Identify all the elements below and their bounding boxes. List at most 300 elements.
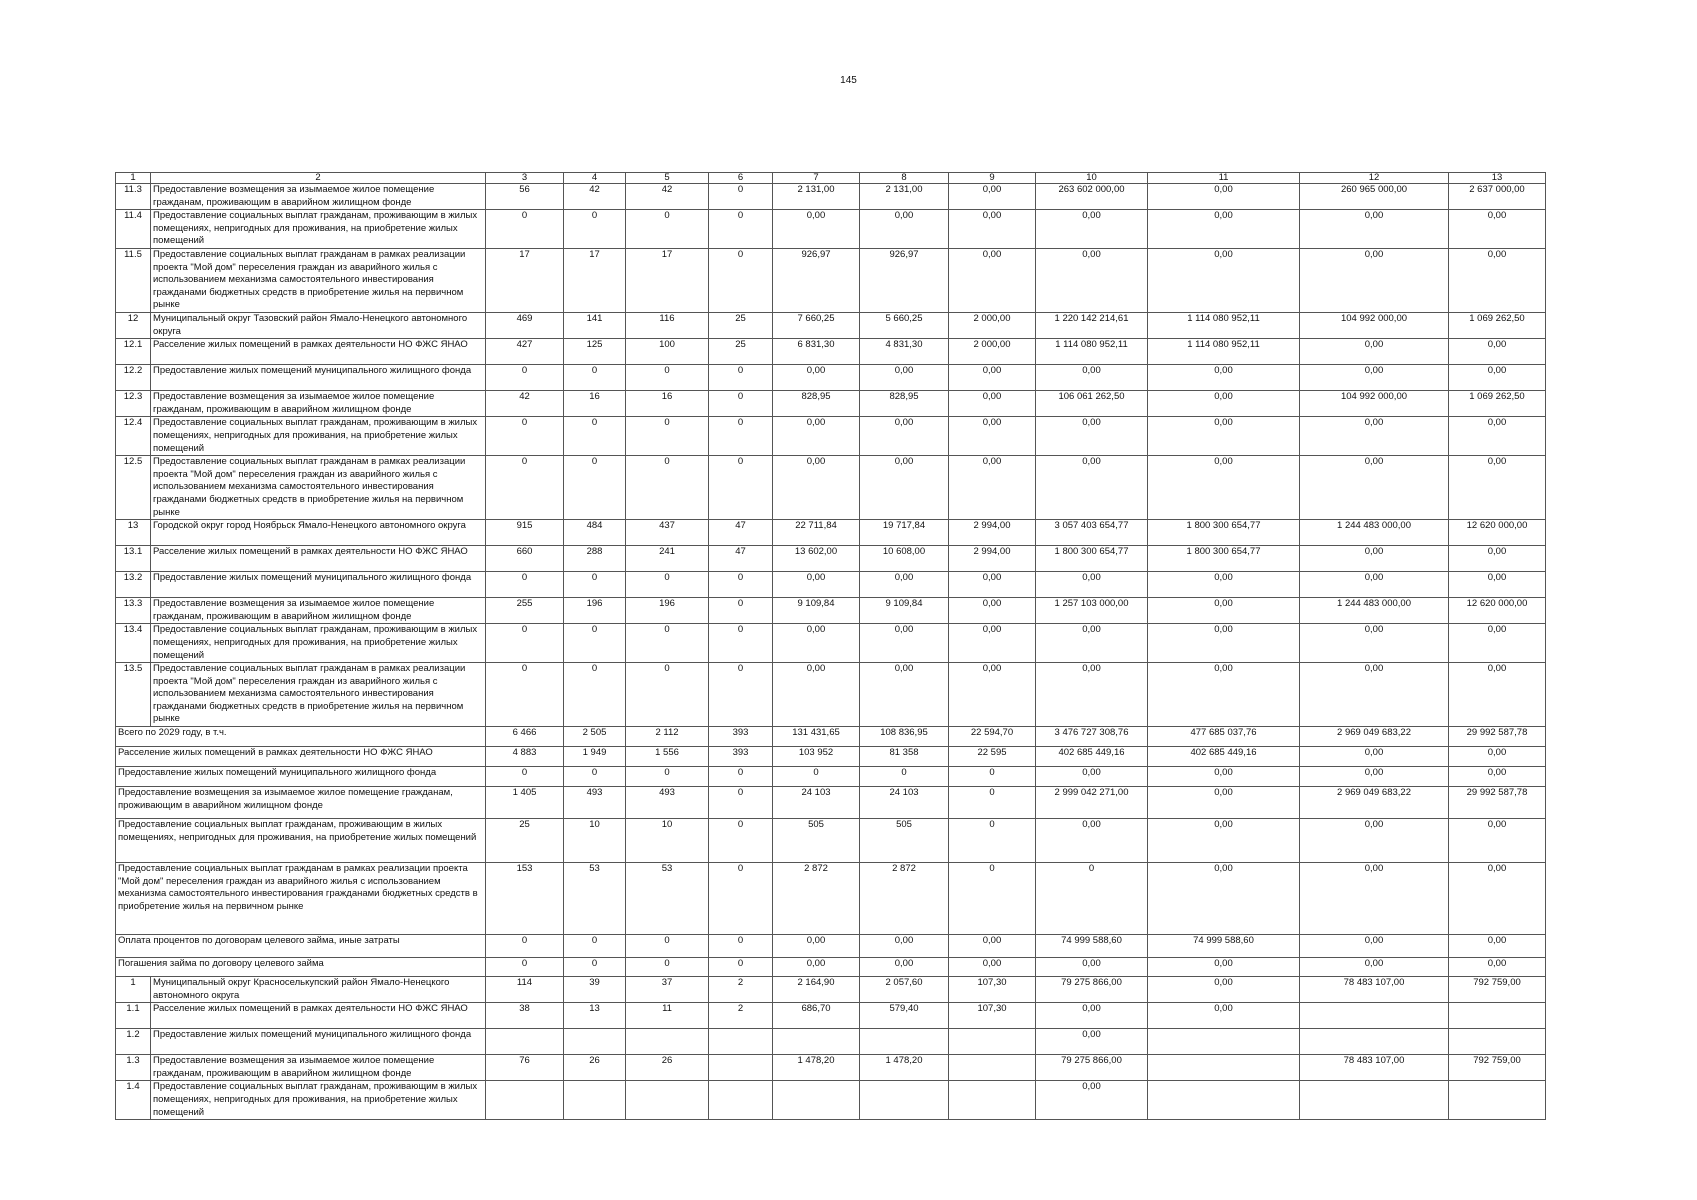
value-cell: 0,00 bbox=[1148, 624, 1300, 663]
row-number: 13.2 bbox=[116, 572, 151, 598]
row-description: Предоставление жилых помещений муниципального жилищного фонда bbox=[151, 1029, 486, 1055]
value-cell: 0,00 bbox=[949, 935, 1036, 958]
value-cell: 263 602 000,00 bbox=[1036, 184, 1148, 210]
value-cell bbox=[1300, 1081, 1449, 1120]
value-cell: 2 bbox=[709, 977, 773, 1003]
value-cell: 0 bbox=[564, 663, 626, 727]
value-cell: 0,00 bbox=[1148, 767, 1300, 787]
value-cell: 0,00 bbox=[1148, 663, 1300, 727]
value-cell: 0,00 bbox=[1449, 456, 1546, 520]
value-cell bbox=[709, 1055, 773, 1081]
value-cell: 0,00 bbox=[1449, 863, 1546, 935]
column-number: 11 bbox=[1148, 173, 1300, 184]
value-cell bbox=[486, 1029, 564, 1055]
value-cell: 260 965 000,00 bbox=[1300, 184, 1449, 210]
value-cell: 0,00 bbox=[1036, 365, 1148, 391]
value-cell: 0,00 bbox=[1148, 819, 1300, 863]
value-cell: 0,00 bbox=[1449, 365, 1546, 391]
value-cell: 0 bbox=[860, 767, 949, 787]
value-cell: 0 bbox=[626, 365, 709, 391]
value-cell: 0 bbox=[709, 819, 773, 863]
value-cell bbox=[1449, 1029, 1546, 1055]
row-description: Предоставление социальных выплат гражданам, проживающим в жилых помещениях, непригодных для проживания, на приобретение жилых помещений bbox=[151, 417, 486, 456]
table-row bbox=[116, 572, 1546, 598]
value-cell: 255 bbox=[486, 598, 564, 624]
value-cell: 0,00 bbox=[773, 417, 860, 456]
row-number: 1.4 bbox=[116, 1081, 151, 1120]
value-cell: 926,97 bbox=[860, 248, 949, 312]
value-cell: 81 358 bbox=[860, 747, 949, 767]
value-cell: 39 bbox=[564, 977, 626, 1003]
value-cell: 9 109,84 bbox=[773, 598, 860, 624]
value-cell: 792 759,00 bbox=[1449, 977, 1546, 1003]
value-cell: 0,00 bbox=[1036, 767, 1148, 787]
row-number: 1.1 bbox=[116, 1003, 151, 1029]
column-number: 7 bbox=[773, 173, 860, 184]
value-cell: 25 bbox=[709, 312, 773, 338]
row-number: 13.5 bbox=[116, 663, 151, 727]
value-cell: 0,00 bbox=[1036, 417, 1148, 456]
value-cell: 0 bbox=[564, 935, 626, 958]
value-cell: 1 244 483 000,00 bbox=[1300, 520, 1449, 546]
value-cell: 29 992 587,78 bbox=[1449, 787, 1546, 819]
value-cell: 1 405 bbox=[486, 787, 564, 819]
value-cell: 6 831,30 bbox=[773, 339, 860, 365]
table-row bbox=[116, 727, 1546, 747]
row-number: 12.3 bbox=[116, 391, 151, 417]
value-cell: 0,00 bbox=[1148, 977, 1300, 1003]
value-cell: 0,00 bbox=[949, 663, 1036, 727]
value-cell: 0,00 bbox=[1300, 747, 1449, 767]
value-cell: 0,00 bbox=[860, 572, 949, 598]
table-row bbox=[116, 747, 1546, 767]
value-cell: 0,00 bbox=[949, 210, 1036, 249]
value-cell: 79 275 866,00 bbox=[1036, 1055, 1148, 1081]
value-cell: 0 bbox=[709, 184, 773, 210]
value-cell: 686,70 bbox=[773, 1003, 860, 1029]
value-cell: 393 bbox=[709, 747, 773, 767]
value-cell bbox=[860, 1029, 949, 1055]
row-number: 11.5 bbox=[116, 248, 151, 312]
value-cell: 107,30 bbox=[949, 977, 1036, 1003]
value-cell bbox=[773, 1081, 860, 1120]
value-cell: 37 bbox=[626, 977, 709, 1003]
table-row bbox=[116, 248, 1546, 312]
row-number: 1.2 bbox=[116, 1029, 151, 1055]
value-cell: 0,00 bbox=[1300, 819, 1449, 863]
value-cell: 915 bbox=[486, 520, 564, 546]
table-row bbox=[116, 819, 1546, 863]
value-cell: 1 800 300 654,77 bbox=[1148, 520, 1300, 546]
value-cell: 0,00 bbox=[1036, 1029, 1148, 1055]
value-cell: 2 872 bbox=[860, 863, 949, 935]
row-description: Предоставление возмещения за изымаемое жилое помещение гражданам, проживающим в аварийном жилищном фонде bbox=[151, 391, 486, 417]
value-cell: 0 bbox=[564, 210, 626, 249]
row-description: Предоставление социальных выплат гражданам, проживающим в жилых помещениях, непригодных для проживания, на приобретение жилых помещений bbox=[151, 210, 486, 249]
value-cell: 3 057 403 654,77 bbox=[1036, 520, 1148, 546]
value-cell: 0,00 bbox=[773, 624, 860, 663]
table-row bbox=[116, 339, 1546, 365]
value-cell: 0,00 bbox=[773, 958, 860, 977]
value-cell: 0,00 bbox=[860, 417, 949, 456]
table-row bbox=[116, 365, 1546, 391]
table-row bbox=[116, 417, 1546, 456]
value-cell bbox=[486, 1081, 564, 1120]
table-row bbox=[116, 787, 1546, 819]
value-cell: 2 112 bbox=[626, 727, 709, 747]
value-cell: 3 476 727 308,76 bbox=[1036, 727, 1148, 747]
value-cell: 0 bbox=[486, 663, 564, 727]
value-cell: 437 bbox=[626, 520, 709, 546]
value-cell bbox=[709, 1081, 773, 1120]
value-cell: 2 994,00 bbox=[949, 520, 1036, 546]
value-cell: 0 bbox=[949, 819, 1036, 863]
value-cell: 0,00 bbox=[949, 572, 1036, 598]
value-cell: 74 999 588,60 bbox=[1036, 935, 1148, 958]
value-cell: 2 969 049 683,22 bbox=[1300, 787, 1449, 819]
value-cell: 0,00 bbox=[1036, 1003, 1148, 1029]
value-cell: 0,00 bbox=[1148, 456, 1300, 520]
value-cell: 0,00 bbox=[773, 210, 860, 249]
value-cell: 0 bbox=[564, 958, 626, 977]
value-cell: 0,00 bbox=[1300, 935, 1449, 958]
value-cell: 10 608,00 bbox=[860, 546, 949, 572]
row-description: Предоставление социальных выплат гражданам в рамках реализации проекта "Мой дом" переселения граждан из аварийного жилья с использованием механизма самостоятельного инвестирования гражданами бюджетных средств в приобретение жилья на первичном рынке bbox=[151, 663, 486, 727]
value-cell: 0 bbox=[949, 863, 1036, 935]
value-cell bbox=[773, 1029, 860, 1055]
value-cell: 0,00 bbox=[1300, 767, 1449, 787]
value-cell: 1 949 bbox=[564, 747, 626, 767]
value-cell: 78 483 107,00 bbox=[1300, 1055, 1449, 1081]
value-cell: 47 bbox=[709, 520, 773, 546]
value-cell: 0,00 bbox=[1036, 958, 1148, 977]
housing-resettlement-table bbox=[115, 172, 1546, 1120]
value-cell: 0 bbox=[626, 935, 709, 958]
value-cell: 0,00 bbox=[1300, 958, 1449, 977]
value-cell: 4 831,30 bbox=[860, 339, 949, 365]
value-cell: 427 bbox=[486, 339, 564, 365]
value-cell: 0 bbox=[626, 456, 709, 520]
value-cell: 0,00 bbox=[1300, 456, 1449, 520]
value-cell: 0,00 bbox=[949, 624, 1036, 663]
value-cell: 2 bbox=[709, 1003, 773, 1029]
row-description: Муниципальный округ Красноселькупский район Ямало-Ненецкого автономного округа bbox=[151, 977, 486, 1003]
value-cell: 76 bbox=[486, 1055, 564, 1081]
table-row bbox=[116, 1081, 1546, 1120]
value-cell: 196 bbox=[626, 598, 709, 624]
value-cell: 0,00 bbox=[1036, 456, 1148, 520]
value-cell: 1 114 080 952,11 bbox=[1148, 339, 1300, 365]
value-cell bbox=[949, 1055, 1036, 1081]
row-number: 13.1 bbox=[116, 546, 151, 572]
value-cell: 0,00 bbox=[1449, 339, 1546, 365]
value-cell: 24 103 bbox=[773, 787, 860, 819]
table-row bbox=[116, 1055, 1546, 1081]
table-row bbox=[116, 391, 1546, 417]
value-cell: 0,00 bbox=[773, 663, 860, 727]
value-cell: 0,00 bbox=[1148, 417, 1300, 456]
value-cell: 0,00 bbox=[1148, 248, 1300, 312]
value-cell: 141 bbox=[564, 312, 626, 338]
value-cell: 1 114 080 952,11 bbox=[1148, 312, 1300, 338]
value-cell: 131 431,65 bbox=[773, 727, 860, 747]
value-cell: 0 bbox=[709, 958, 773, 977]
value-cell: 0 bbox=[773, 767, 860, 787]
value-cell: 0,00 bbox=[1036, 1081, 1148, 1120]
value-cell: 0,00 bbox=[1300, 365, 1449, 391]
value-cell: 10 bbox=[626, 819, 709, 863]
value-cell: 0 bbox=[626, 572, 709, 598]
value-cell: 2 000,00 bbox=[949, 312, 1036, 338]
value-cell: 29 992 587,78 bbox=[1449, 727, 1546, 747]
value-cell: 0 bbox=[564, 456, 626, 520]
column-number: 1 bbox=[116, 173, 151, 184]
value-cell: 0 bbox=[486, 935, 564, 958]
value-cell: 0 bbox=[626, 210, 709, 249]
value-cell: 1 257 103 000,00 bbox=[1036, 598, 1148, 624]
table-row bbox=[116, 977, 1546, 1003]
value-cell bbox=[564, 1029, 626, 1055]
value-cell bbox=[1300, 1003, 1449, 1029]
value-cell: 125 bbox=[564, 339, 626, 365]
value-cell: 0 bbox=[709, 663, 773, 727]
row-description: Предоставление возмещения за изымаемое жилое помещение гражданам, проживающим в аварийном жилищном фонде bbox=[151, 1055, 486, 1081]
value-cell: 0 bbox=[564, 767, 626, 787]
value-cell: 10 bbox=[564, 819, 626, 863]
value-cell: 0 bbox=[709, 624, 773, 663]
value-cell: 1 478,20 bbox=[773, 1055, 860, 1081]
value-cell: 116 bbox=[626, 312, 709, 338]
row-number: 12.5 bbox=[116, 456, 151, 520]
row-description: Всего по 2029 году, в т.ч. bbox=[116, 727, 486, 747]
value-cell: 0,00 bbox=[1449, 935, 1546, 958]
row-description: Расселение жилых помещений в рамках деятельности НО ФЖС ЯНАО bbox=[151, 546, 486, 572]
value-cell: 22 595 bbox=[949, 747, 1036, 767]
value-cell: 505 bbox=[773, 819, 860, 863]
value-cell: 79 275 866,00 bbox=[1036, 977, 1148, 1003]
value-cell: 0,00 bbox=[860, 210, 949, 249]
value-cell: 0,00 bbox=[1449, 210, 1546, 249]
column-number: 12 bbox=[1300, 173, 1449, 184]
value-cell: 402 685 449,16 bbox=[1148, 747, 1300, 767]
value-cell: 0,00 bbox=[1300, 339, 1449, 365]
value-cell: 22 594,70 bbox=[949, 727, 1036, 747]
value-cell: 11 bbox=[626, 1003, 709, 1029]
table-row bbox=[116, 546, 1546, 572]
value-cell: 56 bbox=[486, 184, 564, 210]
row-description: Предоставление социальных выплат гражданам в рамках реализации проекта "Мой дом" переселения граждан из аварийного жилья с использованием механизма самостоятельного инвестирования гражданами бюджетных средств в приобретение жилья на первичном рынке bbox=[151, 248, 486, 312]
row-number: 12.4 bbox=[116, 417, 151, 456]
value-cell: 104 992 000,00 bbox=[1300, 312, 1449, 338]
column-number: 13 bbox=[1449, 173, 1546, 184]
value-cell: 114 bbox=[486, 977, 564, 1003]
value-cell: 0 bbox=[949, 767, 1036, 787]
value-cell: 1 069 262,50 bbox=[1449, 391, 1546, 417]
value-cell: 0,00 bbox=[1449, 248, 1546, 312]
value-cell: 0 bbox=[486, 624, 564, 663]
value-cell: 0 bbox=[486, 365, 564, 391]
table-row bbox=[116, 663, 1546, 727]
value-cell bbox=[1449, 1003, 1546, 1029]
value-cell: 0,00 bbox=[1036, 624, 1148, 663]
value-cell: 505 bbox=[860, 819, 949, 863]
value-cell: 2 999 042 271,00 bbox=[1036, 787, 1148, 819]
value-cell: 13 602,00 bbox=[773, 546, 860, 572]
column-number-header-row bbox=[116, 173, 1546, 184]
row-description: Предоставление жилых помещений муниципального жилищного фонда bbox=[116, 767, 486, 787]
table-body bbox=[116, 184, 1546, 1120]
row-number: 11.4 bbox=[116, 210, 151, 249]
value-cell: 0 bbox=[709, 598, 773, 624]
row-description: Предоставление возмещения за изымаемое жилое помещение гражданам, проживающим в аварийном жилищном фонде bbox=[151, 184, 486, 210]
value-cell: 153 bbox=[486, 863, 564, 935]
value-cell: 0,00 bbox=[1148, 391, 1300, 417]
row-number: 13.3 bbox=[116, 598, 151, 624]
row-description: Предоставление социальных выплат гражданам, проживающим в жилых помещениях, непригодных для проживания, на приобретение жилых помещений bbox=[151, 1081, 486, 1120]
value-cell: 2 000,00 bbox=[949, 339, 1036, 365]
row-number: 1.3 bbox=[116, 1055, 151, 1081]
row-description: Расселение жилых помещений в рамках деятельности НО ФЖС ЯНАО bbox=[116, 747, 486, 767]
value-cell: 7 660,25 bbox=[773, 312, 860, 338]
value-cell: 22 711,84 bbox=[773, 520, 860, 546]
value-cell: 0,00 bbox=[860, 663, 949, 727]
value-cell: 26 bbox=[626, 1055, 709, 1081]
value-cell: 5 660,25 bbox=[860, 312, 949, 338]
value-cell: 0,00 bbox=[1148, 787, 1300, 819]
value-cell: 828,95 bbox=[773, 391, 860, 417]
value-cell: 78 483 107,00 bbox=[1300, 977, 1449, 1003]
value-cell: 0,00 bbox=[949, 248, 1036, 312]
value-cell: 0,00 bbox=[860, 935, 949, 958]
row-description: Предоставление социальных выплат гражданам в рамках реализации проекта "Мой дом" переселения граждан из аварийного жилья с использованием механизма самостоятельного инвестирования гражданами бюджетных средств в приобретение жилья на первичном рынке bbox=[151, 456, 486, 520]
row-description: Предоставление социальных выплат гражданам в рамках реализации проекта "Мой дом" переселения граждан из аварийного жилья с использованием механизма самостоятельного инвестирования гражданами бюджетных средств в приобретение жилья на первичном рынке bbox=[116, 863, 486, 935]
table-row bbox=[116, 935, 1546, 958]
value-cell: 0 bbox=[564, 417, 626, 456]
value-cell bbox=[1449, 1081, 1546, 1120]
value-cell: 0 bbox=[709, 391, 773, 417]
table-row bbox=[116, 767, 1546, 787]
value-cell: 0,00 bbox=[1036, 663, 1148, 727]
value-cell: 38 bbox=[486, 1003, 564, 1029]
value-cell: 393 bbox=[709, 727, 773, 747]
value-cell: 74 999 588,60 bbox=[1148, 935, 1300, 958]
row-description: Городской округ город Ноябрьск Ямало-Ненецкого автономного округа bbox=[151, 520, 486, 546]
row-number: 11.3 bbox=[116, 184, 151, 210]
value-cell: 0,00 bbox=[860, 624, 949, 663]
value-cell: 0,00 bbox=[1300, 663, 1449, 727]
row-number: 1 bbox=[116, 977, 151, 1003]
row-description: Расселение жилых помещений в рамках деятельности НО ФЖС ЯНАО bbox=[151, 1003, 486, 1029]
value-cell: 0,00 bbox=[1148, 184, 1300, 210]
value-cell: 0,00 bbox=[1449, 417, 1546, 456]
row-number: 12.2 bbox=[116, 365, 151, 391]
value-cell: 0,00 bbox=[1300, 572, 1449, 598]
value-cell: 16 bbox=[626, 391, 709, 417]
value-cell bbox=[564, 1081, 626, 1120]
value-cell: 104 992 000,00 bbox=[1300, 391, 1449, 417]
value-cell: 0,00 bbox=[1148, 958, 1300, 977]
value-cell: 42 bbox=[626, 184, 709, 210]
value-cell bbox=[626, 1081, 709, 1120]
value-cell: 0,00 bbox=[1148, 572, 1300, 598]
value-cell: 477 685 037,76 bbox=[1148, 727, 1300, 747]
value-cell bbox=[949, 1081, 1036, 1120]
value-cell: 0 bbox=[949, 787, 1036, 819]
value-cell bbox=[1148, 1055, 1300, 1081]
value-cell: 0 bbox=[709, 935, 773, 958]
value-cell: 493 bbox=[626, 787, 709, 819]
value-cell: 0 bbox=[564, 624, 626, 663]
value-cell: 0,00 bbox=[1449, 546, 1546, 572]
column-number: 9 bbox=[949, 173, 1036, 184]
value-cell: 12 620 000,00 bbox=[1449, 598, 1546, 624]
value-cell: 25 bbox=[486, 819, 564, 863]
value-cell: 792 759,00 bbox=[1449, 1055, 1546, 1081]
value-cell: 42 bbox=[486, 391, 564, 417]
value-cell: 0 bbox=[486, 572, 564, 598]
value-cell bbox=[1148, 1081, 1300, 1120]
value-cell: 0 bbox=[486, 456, 564, 520]
value-cell bbox=[709, 1029, 773, 1055]
value-cell: 17 bbox=[564, 248, 626, 312]
value-cell: 0 bbox=[486, 767, 564, 787]
value-cell: 0 bbox=[486, 210, 564, 249]
value-cell: 0,00 bbox=[1148, 1003, 1300, 1029]
column-number: 3 bbox=[486, 173, 564, 184]
value-cell: 2 637 000,00 bbox=[1449, 184, 1546, 210]
value-cell: 0,00 bbox=[860, 958, 949, 977]
value-cell: 0,00 bbox=[1449, 767, 1546, 787]
value-cell: 1 556 bbox=[626, 747, 709, 767]
row-description: Предоставление социальных выплат гражданам, проживающим в жилых помещениях, непригодных для проживания, на приобретение жилых помещений bbox=[151, 624, 486, 663]
table-row bbox=[116, 312, 1546, 338]
value-cell: 53 bbox=[626, 863, 709, 935]
value-cell: 2 131,00 bbox=[860, 184, 949, 210]
value-cell: 17 bbox=[626, 248, 709, 312]
row-description: Расселение жилых помещений в рамках деятельности НО ФЖС ЯНАО bbox=[151, 339, 486, 365]
value-cell: 2 505 bbox=[564, 727, 626, 747]
value-cell: 4 883 bbox=[486, 747, 564, 767]
value-cell bbox=[949, 1029, 1036, 1055]
value-cell: 0 bbox=[709, 767, 773, 787]
table-row bbox=[116, 598, 1546, 624]
value-cell bbox=[1148, 1029, 1300, 1055]
value-cell: 0 bbox=[564, 365, 626, 391]
table-row bbox=[116, 210, 1546, 249]
value-cell: 0,00 bbox=[773, 456, 860, 520]
value-cell: 0 bbox=[626, 624, 709, 663]
value-cell: 241 bbox=[626, 546, 709, 572]
value-cell: 0 bbox=[626, 767, 709, 787]
value-cell: 2 994,00 bbox=[949, 546, 1036, 572]
value-cell: 0 bbox=[626, 663, 709, 727]
value-cell: 1 244 483 000,00 bbox=[1300, 598, 1449, 624]
value-cell: 0,00 bbox=[1300, 863, 1449, 935]
value-cell: 0,00 bbox=[1148, 365, 1300, 391]
value-cell: 0,00 bbox=[1148, 863, 1300, 935]
row-description: Погашения займа по договору целевого займа bbox=[116, 958, 486, 977]
row-description: Оплата процентов по договорам целевого займа, иные затраты bbox=[116, 935, 486, 958]
value-cell: 1 478,20 bbox=[860, 1055, 949, 1081]
table-row bbox=[116, 1003, 1546, 1029]
table-row bbox=[116, 456, 1546, 520]
value-cell: 12 620 000,00 bbox=[1449, 520, 1546, 546]
value-cell bbox=[1300, 1029, 1449, 1055]
value-cell: 2 969 049 683,22 bbox=[1300, 727, 1449, 747]
value-cell: 0,00 bbox=[860, 456, 949, 520]
value-cell: 0 bbox=[709, 248, 773, 312]
value-cell: 0 bbox=[709, 210, 773, 249]
